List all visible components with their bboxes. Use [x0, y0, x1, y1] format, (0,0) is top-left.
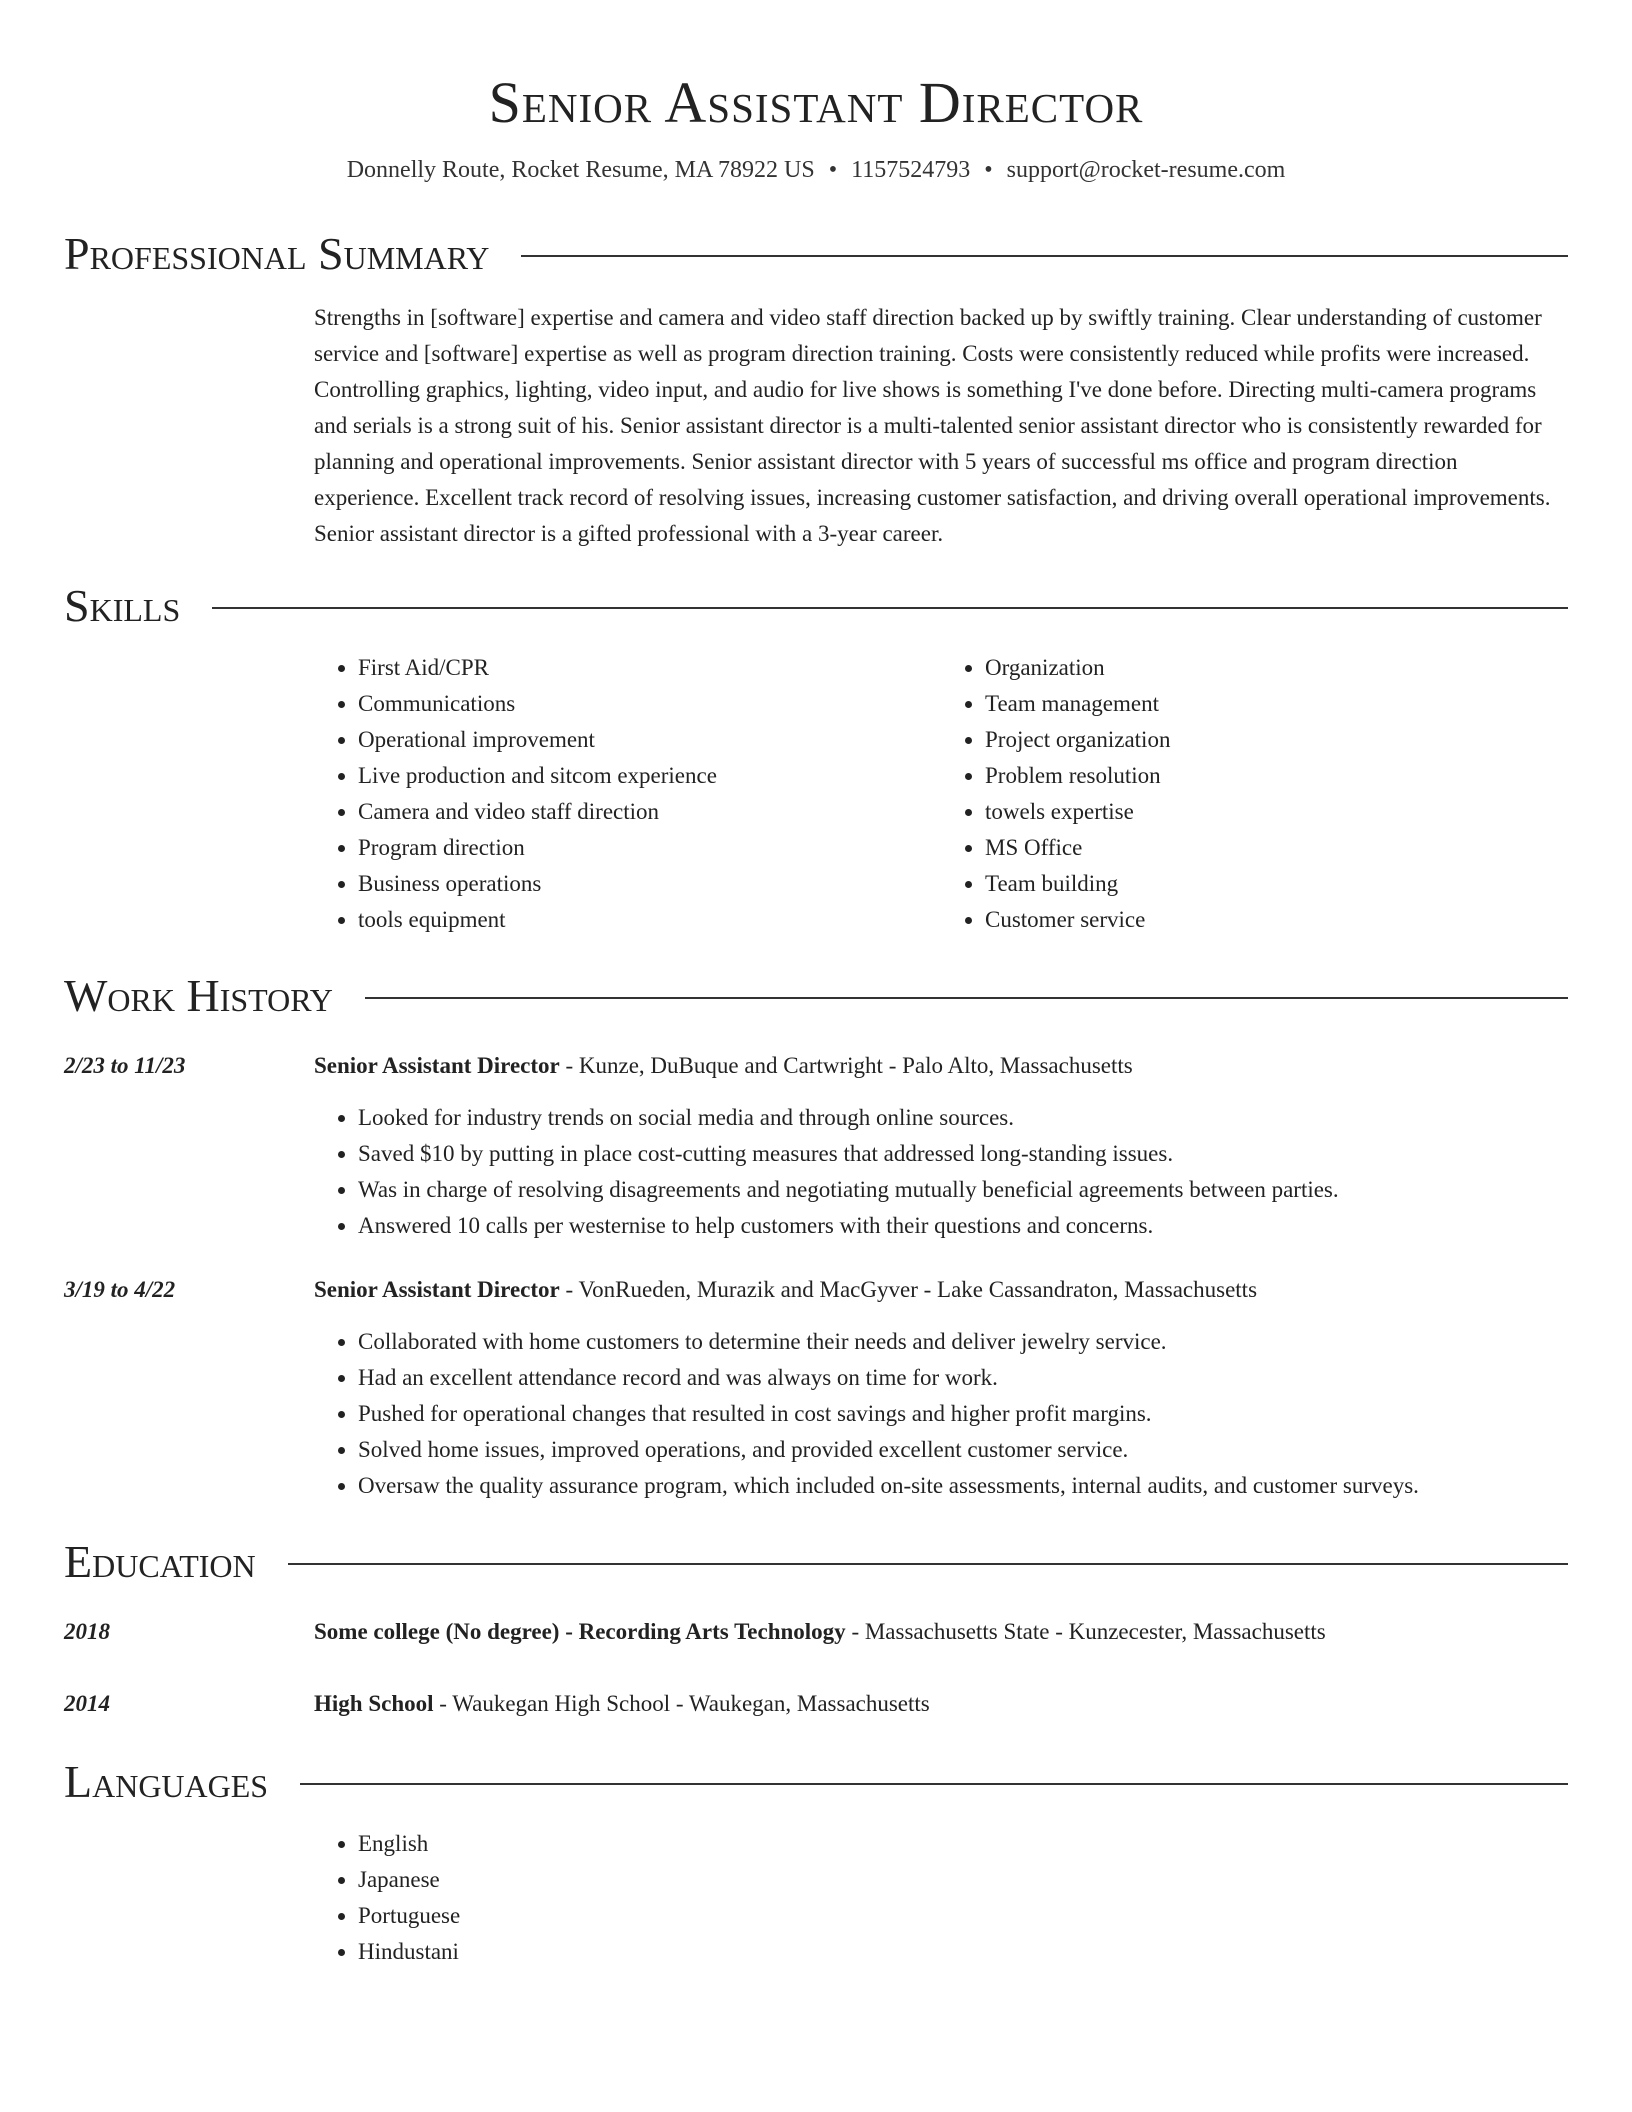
- job-dates: 2/23 to 11/23: [64, 1053, 186, 1078]
- skills-column-left: [314, 650, 941, 938]
- job-employer-location: - VonRueden, Murazik and MacGyver - Lake Cassandraton, Massachusetts: [559, 1277, 1258, 1302]
- section-heading-work: Work History: [64, 970, 333, 1021]
- skill-item: • Organization: [985, 650, 1568, 686]
- job-bullet: • Saved $10 by putting in place cost-cutting measures that addressed long-standing issues.: [358, 1136, 1568, 1172]
- language-item: • Portuguese: [358, 1898, 1568, 1934]
- skill-item: • Business operations: [358, 866, 941, 902]
- education-entry: [64, 1686, 1568, 1722]
- address: Donnelly Route, Rocket Resume, MA 78922 US: [346, 157, 815, 183]
- section-heading-summary: Professional Summary: [64, 228, 490, 279]
- skill-item: • Project organization: [985, 722, 1568, 758]
- education-list: [64, 1614, 1568, 1722]
- resume-page: [64, 0, 1568, 1970]
- section-heading-education: Education: [64, 1536, 256, 1587]
- summary-content: [314, 300, 1568, 552]
- section-divider: [521, 255, 1568, 257]
- job-title: Senior Assistant Director: [314, 1053, 560, 1078]
- job-bullet: • Pushed for operational changes that resulted in cost savings and higher profit margins.: [358, 1396, 1568, 1432]
- work-history-list: [64, 1048, 1568, 1504]
- skill-item: • Live production and sitcom experience: [358, 758, 941, 794]
- email: support@rocket-resume.com: [1006, 157, 1286, 183]
- skill-item: • Camera and video staff direction: [358, 794, 941, 830]
- education-year: 2014: [64, 1691, 110, 1716]
- education-degree: Some college (No degree) - Recording Arts Technology: [314, 1619, 846, 1644]
- skills-column-right: [941, 650, 1568, 938]
- skill-item: • Communications: [358, 686, 941, 722]
- job-bullet: • Had an excellent attendance record and was always on time for work.: [358, 1360, 1568, 1396]
- skill-item: • tools equipment: [358, 902, 941, 938]
- summary-text: Strengths in [software] expertise and camera and video staff direction backed up by swiftly training. Clear understanding of customer service and [software] expertise as well as program direction training. Costs were consistently reduced while profits were increased. Controlling graphics, lighting, video input, and audio for live shows is something I've done before. Directing multi-camera programs and serials is a strong suit of his. Senior assistant director is a multi-talented senior assistant director who is consistently rewarded for planning and operational improvements. Senior assistant director with 5 years of successful ms office and program direction experience. Excellent track record of resolving issues, increasing customer satisfaction, and driving overall operational improvements. Senior assistant director is a gifted professional with a 3-year career.: [314, 305, 1551, 546]
- skill-item: • First Aid/CPR: [358, 650, 941, 686]
- education-entry: [64, 1614, 1568, 1650]
- contact-line: [64, 154, 1568, 186]
- skill-item: • Program direction: [358, 830, 941, 866]
- job-header: [64, 1048, 1568, 1084]
- job-employer-location: - Kunze, DuBuque and Cartwright - Palo Alto, Massachusetts: [559, 1053, 1133, 1078]
- section-divider: [300, 1783, 1568, 1785]
- job-bullet: • Oversaw the quality assurance program, which included on-site assessments, internal audits, and customer surveys.: [358, 1468, 1568, 1504]
- summary-section-header: [64, 224, 1568, 284]
- skill-item: • Problem resolution: [985, 758, 1568, 794]
- job-title-line: [314, 1048, 1133, 1084]
- resume-name: Senior Assistant Director: [488, 70, 1144, 135]
- job-entry: [64, 1048, 1568, 1244]
- section-heading-skills: Skills: [64, 580, 181, 631]
- work-section-header: [64, 966, 1568, 1026]
- job-bullets: [314, 1100, 1568, 1244]
- job-bullet: • Collaborated with home customers to determine their needs and deliver jewelry service.: [358, 1324, 1568, 1360]
- job-dates: 3/19 to 4/22: [64, 1277, 176, 1302]
- language-item: • Japanese: [358, 1862, 1568, 1898]
- job-title: Senior Assistant Director: [314, 1277, 560, 1302]
- separator-dot: •: [828, 157, 838, 183]
- job-bullet: • Was in charge of resolving disagreements and negotiating mutually beneficial agreements between parties.: [358, 1172, 1568, 1208]
- section-divider: [288, 1563, 1568, 1565]
- separator-dot: •: [984, 157, 993, 183]
- skill-item: • Team building: [985, 866, 1568, 902]
- section-divider: [212, 607, 1568, 609]
- job-bullets: [314, 1324, 1568, 1504]
- section-heading-languages: Languages: [64, 1756, 269, 1807]
- education-line: [314, 1686, 930, 1722]
- skill-item: • Customer service: [985, 902, 1568, 938]
- education-school-location: - Massachusetts State - Kunzecester, Massachusetts: [845, 1619, 1326, 1644]
- job-bullet: • Solved home issues, improved operations, and provided excellent customer service.: [358, 1432, 1568, 1468]
- skills-list: [314, 650, 1568, 938]
- section-divider: [365, 997, 1568, 999]
- job-entry: [64, 1272, 1568, 1504]
- job-title-line: [314, 1272, 1257, 1308]
- language-item: • Hindustani: [358, 1934, 1568, 1970]
- languages-list: [314, 1826, 1568, 1970]
- language-item: • English: [358, 1826, 1568, 1862]
- languages-section-header: [64, 1752, 1568, 1812]
- skill-item: • towels expertise: [985, 794, 1568, 830]
- skill-item: • Operational improvement: [358, 722, 941, 758]
- skill-item: • MS Office: [985, 830, 1568, 866]
- education-degree: High School: [314, 1691, 434, 1716]
- education-line: [314, 1614, 1326, 1650]
- job-header: [64, 1272, 1568, 1308]
- phone: 1157524793: [851, 157, 971, 183]
- education-school-location: - Waukegan High School - Waukegan, Massachusetts: [433, 1691, 930, 1716]
- skills-section-header: [64, 576, 1568, 636]
- job-bullet: • Looked for industry trends on social media and through online sources.: [358, 1100, 1568, 1136]
- job-bullet: • Answered 10 calls per westernise to help customers with their questions and concerns.: [358, 1208, 1568, 1244]
- education-year: 2018: [64, 1619, 110, 1644]
- skill-item: • Team management: [985, 686, 1568, 722]
- education-section-header: [64, 1532, 1568, 1592]
